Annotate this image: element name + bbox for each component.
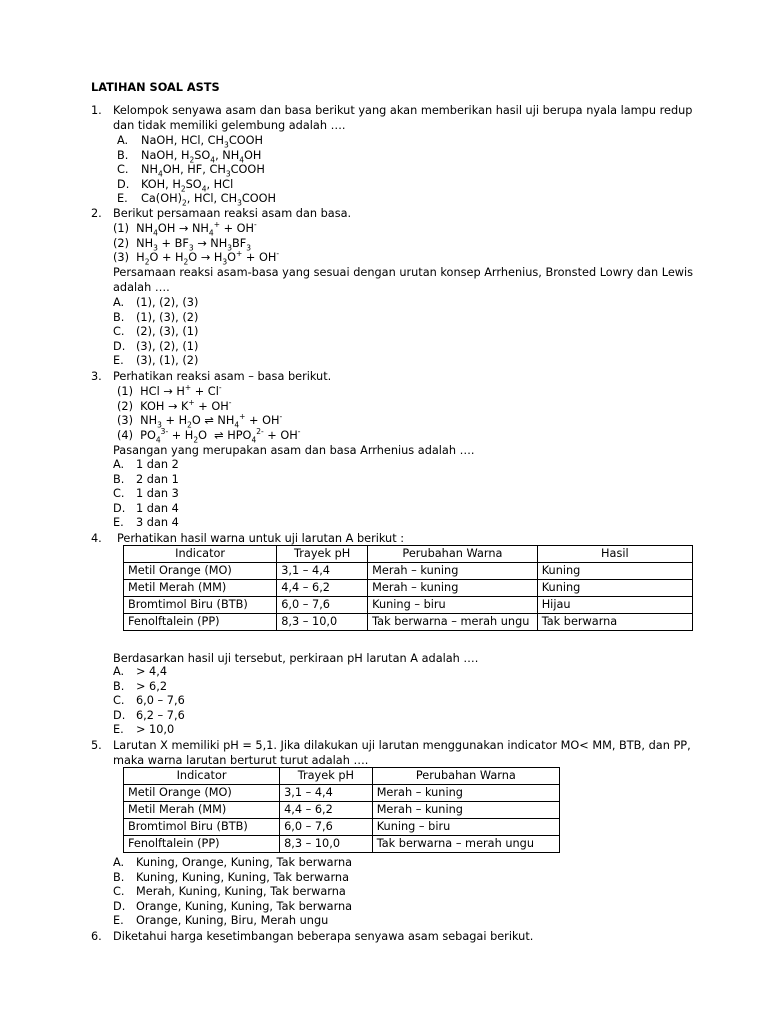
q5-text-2: maka warna larutan berturut turut adalah …. (113, 754, 369, 767)
q1-text-1: Kelompok senyawa asam dan basa berikut yang akan memberikan hasil uji berupa nyala lampu redup (113, 104, 693, 117)
q4-number: 4. (91, 532, 102, 545)
q2-reaction: (2) $NH_3 + BF_3 \to NH_3BF_3$ (113, 236, 252, 252)
q5-option-text: Orange, Kuning, Kuning, Tak berwarna (136, 899, 353, 913)
q3-option-text: 1 dan 3 (136, 487, 179, 501)
q6-number: 6. (91, 930, 102, 943)
q4-option-text: 6,0 – 7,6 (136, 694, 185, 708)
q4-table-cell: Tak berwarna (537, 614, 692, 631)
q2-reaction: (3) $H_2O + H_2O \to H_3O^+ + OH^-$ (113, 249, 280, 267)
q5-table-header-cell: Indicator (124, 768, 280, 785)
q5-table-cell: Metil Orange (MO) (124, 785, 280, 802)
q3-option-letter: B. (113, 472, 125, 486)
q4-option-text: 6,2 – 7,6 (136, 708, 185, 722)
q5-text-1: Larutan X memiliki pH = 5,1. Jika dilakukan uji larutan menggunakan indicator MO< MM, BTB, dan PP, (113, 739, 691, 752)
q4-table-header-cell: Indicator (124, 546, 277, 563)
q5-option-letter: D. (113, 899, 126, 913)
q5-table-cell: 4,4 – 6,2 (280, 802, 373, 819)
q3-option-text: 2 dan 1 (136, 472, 179, 486)
q3-option-letter: A. (113, 458, 125, 471)
q5-table-cell: 6,0 – 7,6 (280, 819, 373, 836)
q1-option-letter: C. (117, 163, 129, 177)
q4-table-cell: 3,1 – 4,4 (277, 563, 368, 580)
q3-reaction: (3) $NH_3 + H_2O$ ⇌ $NH_4^+ + OH^-$ (117, 412, 283, 430)
q5-table-cell: Metil Merah (MM) (124, 802, 280, 819)
q3-option-letter: C. (113, 487, 125, 501)
q5-table-cell: 3,1 – 4,4 (280, 785, 373, 802)
q5-option-letter: B. (113, 870, 125, 884)
q2-number: 2. (91, 207, 102, 220)
q5-option-letter: A. (113, 856, 125, 869)
q4-table-cell: Bromtimol Biru (BTB) (124, 597, 277, 614)
q4-table-row (124, 563, 693, 580)
q4-option-text: > 6,2 (136, 679, 168, 693)
q3-reaction: (1) HCl → H+ + Cl- (117, 383, 222, 398)
q3-option-letter: D. (113, 501, 126, 515)
q1-option-letter: B. (117, 148, 129, 162)
q5-option-text: Kuning, Kuning, Kuning, Tak berwarna (136, 870, 349, 884)
q5-table-cell: Merah – kuning (372, 785, 559, 802)
q2-text-2: Persamaan reaksi asam-basa yang sesuai dengan urutan konsep Arrhenius, Bronsted Lowry dan Lewis (113, 266, 694, 279)
q2-text: Berikut persamaan reaksi asam dan basa. (113, 207, 352, 220)
q4-table-header-cell: Hasil (537, 546, 692, 563)
q1-text-2: dan tidak memiliki gelembung adalah …. (113, 119, 346, 132)
q3-option-text: 1 dan 4 (136, 501, 179, 515)
q1-option-letter: E. (117, 192, 128, 206)
q5-number: 5. (91, 739, 102, 752)
q5-table-cell: Merah – kuning (372, 802, 559, 819)
page-title: LATIHAN SOAL ASTS (91, 81, 220, 94)
q5-table-cell: Bromtimol Biru (BTB) (124, 819, 280, 836)
q1-option-text: NaOH, HCl, $CH_3COOH$ (141, 134, 263, 150)
q2-option-letter: C. (113, 325, 125, 339)
q2-option-text: (3), (1), (2) (136, 354, 199, 368)
q4-table-cell: Fenolftalein (PP) (124, 614, 277, 631)
q4-table-cell: 6,0 – 7,6 (277, 597, 368, 614)
q4-table-cell: Kuning (537, 580, 692, 597)
q2-text-3: adalah …. (113, 281, 170, 294)
q5-option-letter: E. (113, 914, 124, 928)
q4-table-cell: Merah – kuning (368, 563, 538, 580)
q5-indicator-table (123, 767, 560, 853)
q5-option-text: Orange, Kuning, Biru, Merah ungu (136, 914, 329, 928)
q5-table-cell: 8,3 – 10,0 (280, 836, 373, 853)
q2-option-text: (3), (2), (1) (136, 339, 199, 353)
q4-table-header-cell: Perubahan Warna (368, 546, 538, 563)
q5-table-header-cell: Trayek pH (280, 768, 373, 785)
q4-table-cell: Metil Orange (MO) (124, 563, 277, 580)
q4-indicator-table (123, 545, 693, 631)
q2-option-letter: D. (113, 339, 126, 353)
q1-option-text: $Ca(OH)_2$, HCl, $CH_3COOH$ (141, 192, 277, 208)
q4-table-row (124, 580, 693, 597)
q5-table-header-cell: Perubahan Warna (372, 768, 559, 785)
q1-number: 1. (91, 104, 102, 117)
q5-table-row (124, 819, 560, 836)
q3-option-letter: E. (113, 516, 124, 530)
q1-option-text: KOH, $H_2SO_4$, HCl (141, 177, 234, 194)
q1-option-letter: A. (117, 134, 129, 147)
q4-table-cell: Kuning (537, 563, 692, 580)
q2-option-letter: E. (113, 354, 124, 368)
q5-option-text: Merah, Kuning, Kuning, Tak berwarna (136, 885, 346, 899)
q4-option-letter: B. (113, 679, 125, 693)
q3-option-text: 1 dan 2 (136, 458, 179, 471)
q4-table-header-row (124, 546, 693, 563)
q4-table-row (124, 614, 693, 631)
q5-table-header-row (124, 768, 560, 785)
q4-option-letter: E. (113, 723, 124, 737)
q4-table-cell: Merah – kuning (368, 580, 538, 597)
q3-option-text: 3 dan 4 (136, 516, 179, 530)
q5-table-row (124, 802, 560, 819)
q1-option-text: NaOH, $H_2SO_4$, $NH_4OH$ (141, 148, 262, 164)
q5-option-text: Kuning, Orange, Kuning, Tak berwarna (136, 856, 353, 869)
q4-table-cell: 8,3 – 10,0 (277, 614, 368, 631)
q5-option-letter: C. (113, 885, 125, 899)
q2-option-text: (1), (3), (2) (136, 310, 199, 324)
q5-table-cell: Fenolftalein (PP) (124, 836, 280, 853)
q6-text: Diketahui harga kesetimbangan beberapa senyawa asam sebagai berikut. (113, 930, 534, 943)
q5-table-row (124, 785, 560, 802)
q1-option-letter: D. (117, 177, 130, 191)
q2-reaction: (1) $NH_4OH \to NH_4^+ + OH^-$ (113, 220, 257, 238)
q4-option-letter: C. (113, 694, 125, 708)
q2-option-letter: A. (113, 296, 125, 309)
q5-table-row (124, 836, 560, 853)
q4-table-header-cell: Trayek pH (277, 546, 368, 563)
q4-option-letter: A. (113, 665, 125, 678)
q2-option-text: (2), (3), (1) (136, 325, 199, 339)
q4-table-cell: 4,4 – 6,2 (277, 580, 368, 597)
q4-option-text: > 4,4 (136, 665, 168, 678)
q2-option-text: (1), (2), (3) (136, 296, 199, 309)
q4-table-cell: Tak berwarna – merah ungu (368, 614, 538, 631)
q5-table-cell: Tak berwarna – merah ungu (372, 836, 559, 853)
q4-table-row (124, 597, 693, 614)
q4-text-2: Berdasarkan hasil uji tersebut, perkiraan pH larutan A adalah …. (113, 652, 479, 665)
q3-reaction: (2) KOH → K+ + OH- (117, 397, 232, 413)
q4-option-text: > 10,0 (136, 723, 175, 737)
q3-number: 3. (91, 370, 102, 383)
q5-table-cell: Kuning – biru (372, 819, 559, 836)
q4-table-cell: Kuning – biru (368, 597, 538, 614)
q4-option-letter: D. (113, 708, 126, 722)
q1-option-text: $NH_4OH$, HF, $CH_3COOH$ (141, 163, 265, 179)
q4-table-cell: Metil Merah (MM) (124, 580, 277, 597)
q2-option-letter: B. (113, 310, 125, 324)
q3-reaction: (4) $PO_4^{3-} + H_2O$ ⇌ $HPO_4^{2-} + OH^-$ (117, 427, 301, 445)
q3-text: Perhatikan reaksi asam – basa berikut. (113, 370, 332, 383)
q3-text-2: Pasangan yang merupakan asam dan basa Arrhenius adalah …. (113, 444, 475, 457)
q4-table-cell: Hijau (537, 597, 692, 614)
q4-text: Perhatikan hasil warna untuk uji larutan A berikut : (117, 532, 405, 545)
